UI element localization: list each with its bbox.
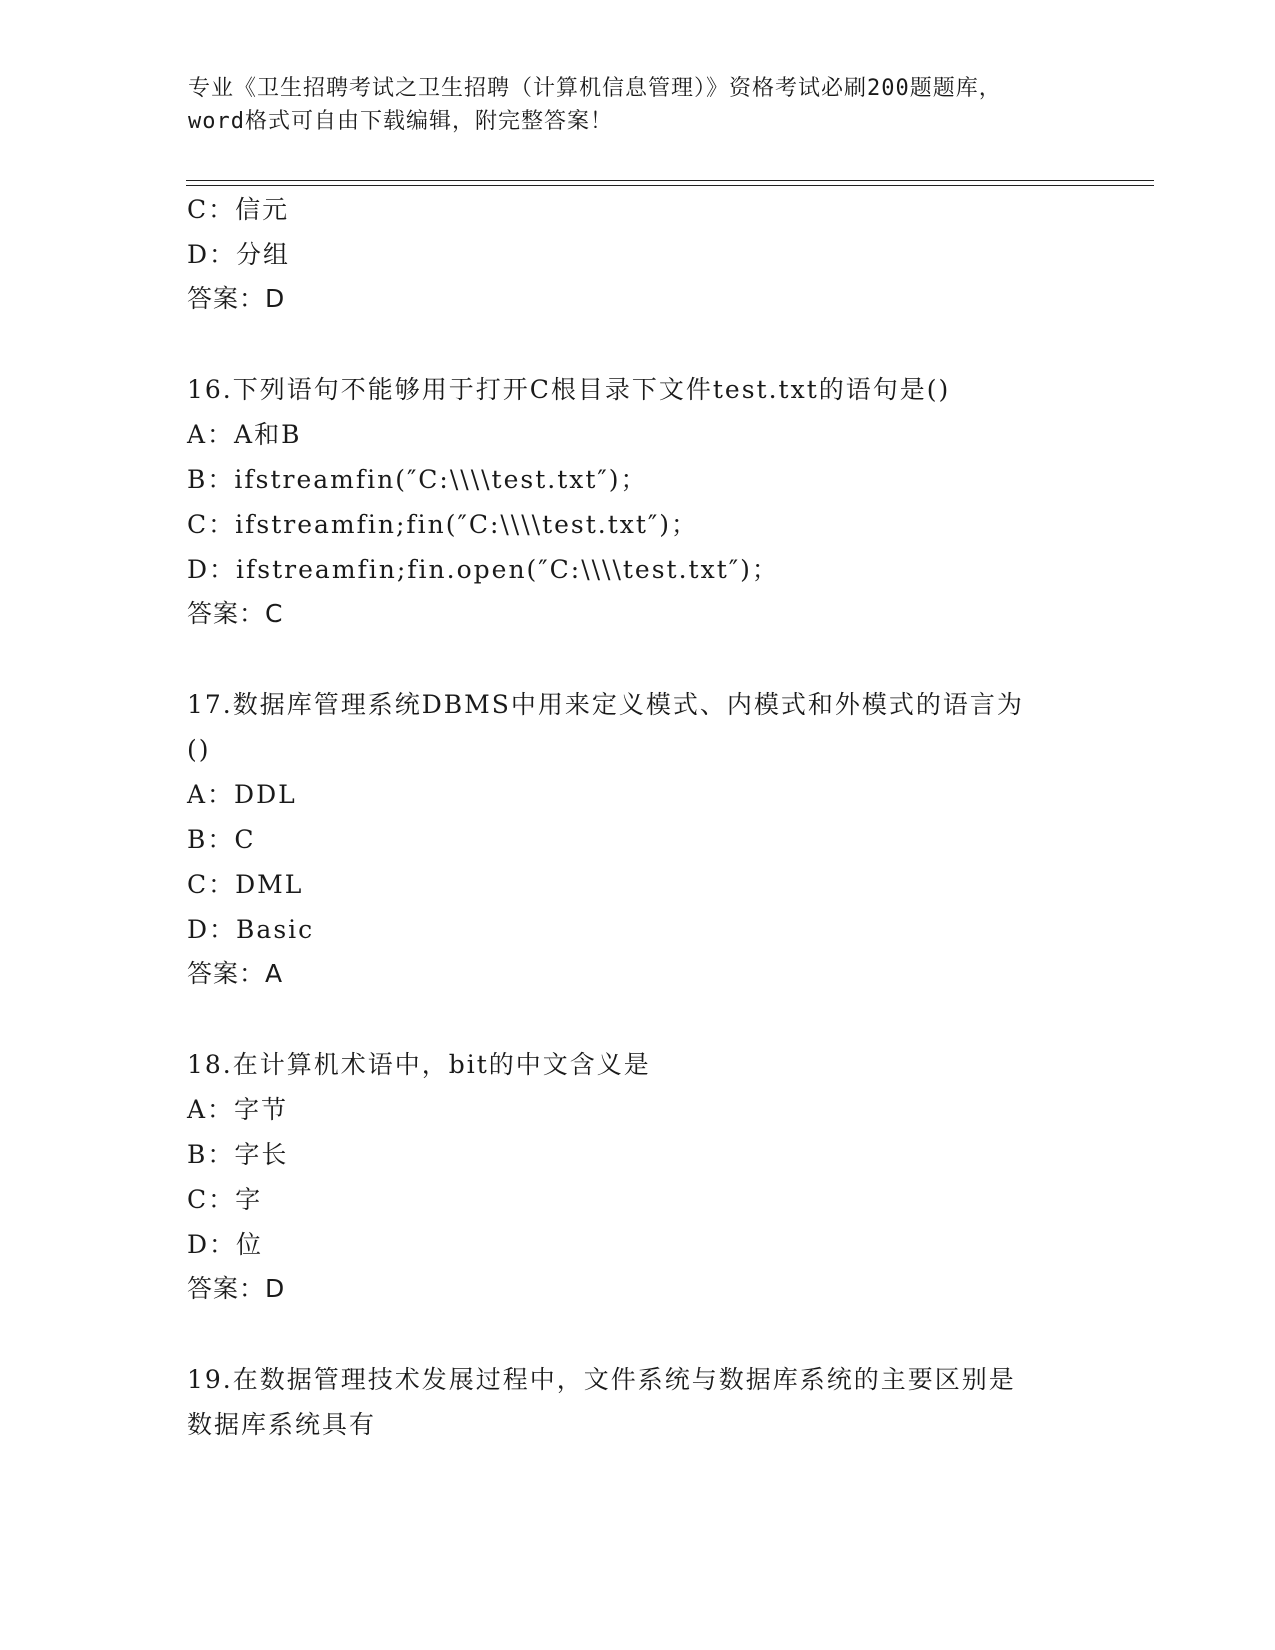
q15-answer: 答案：D [187, 284, 286, 313]
q18-answer: 答案：D [187, 1274, 286, 1303]
header-line-2: word格式可自由下载编辑，附完整答案！ [188, 109, 613, 134]
q16-option-d: D：ifstreamfin;fin.open(″C:\\\\test.txt″)； [187, 555, 779, 584]
q18-option-a: A：字节 [187, 1095, 289, 1124]
q19-question-line-2: 数据库系统具有 [187, 1410, 377, 1439]
q16-answer: 答案：C [187, 599, 284, 628]
q16-option-c: C：ifstreamfin;fin(″C:\\\\test.txt″)； [187, 510, 699, 539]
q16-question: 16.下列语句不能够用于打开C根目录下文件test.txt的语句是() [187, 375, 951, 404]
document-header [188, 72, 1088, 138]
header-divider-bottom [186, 185, 1154, 186]
q17-option-c: C：DML [187, 870, 304, 899]
q17-question-line-1: 17.数据库管理系统DBMS中用来定义模式、内模式和外模式的语言为 [187, 690, 1024, 719]
header-divider-top [186, 180, 1154, 181]
q18-option-c: C：字 [187, 1185, 263, 1214]
q16-option-b: B：ifstreamfin(″C:\\\\test.txt″)； [187, 465, 648, 494]
q17-question-line-2: () [187, 735, 211, 764]
q16-option-a: A：A和B [187, 420, 302, 449]
q19-question-line-1: 19.在数据管理技术发展过程中，文件系统与数据库系统的主要区别是 [187, 1365, 1016, 1394]
q17-answer: 答案：A [187, 959, 284, 988]
header-line-1: 专业《卫生招聘考试之卫生招聘（计算机信息管理）》资格考试必刷200题题库， [188, 76, 1002, 101]
q17-option-d: D：Basic [187, 915, 315, 944]
q15-option-d: D：分组 [187, 240, 291, 269]
q18-question: 18.在计算机术语中，bit的中文含义是 [187, 1050, 651, 1079]
q17-option-a: A：DDL [187, 780, 297, 809]
q18-option-b: B：字长 [187, 1140, 289, 1169]
q17-option-b: B：C [187, 825, 256, 854]
q15-option-c: C：信元 [187, 195, 290, 224]
q18-option-d: D：位 [187, 1230, 264, 1259]
